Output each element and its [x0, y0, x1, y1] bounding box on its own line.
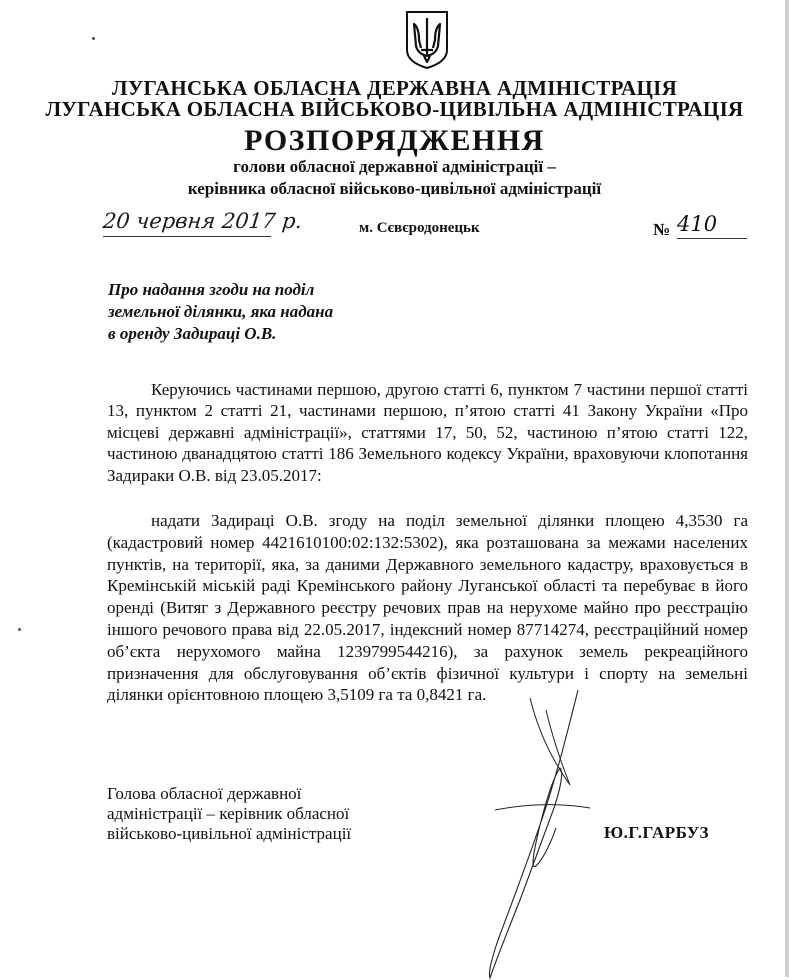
document-number: 410	[677, 212, 718, 236]
body-paragraph-preamble: Керуючись частинами першою, другою статті 6, пунктом 7 частини першої статті 13, пунктом 2 статті 21, частинами першою, п’ятою статті 41 Закону України «Про місцеві державні адміністрації», статтями 17, 50, 52, частиною п’ятою статті 122, частиною дванадцятою статті 186 Земельного кодексу України, враховуючи клопотання Задираки О.В. від 23.05.2017:	[107, 380, 748, 485]
signer-name: Ю.Г.ГАРБУЗ	[604, 823, 710, 842]
document-number-label: №	[653, 220, 671, 239]
body-paragraph-decision: надати Задираці О.В. згоду на поділ земельної ділянки площею 4,3530 га (кадастровий номер 4421610100:02:132:5302), яка розташована за межами населених пунктів, на території, яка, за даними Державного земельного кадастру, враховується в Кремінській міській раді Кремінського району Луганської області та перебуває в його оренді (Витяг з Державного реєстру речових прав на нерухоме майно про реєстрацію іншого речового права від 22.05.2017, індексний номер 87714274, реєстраційний номер об’єкта нерухомого майна 1239799544216), за рахунок земель рекреаційного призначення для обслуговування об’єктів фізичної культури і спорту на земельні ділянки орієнтовною площею 3,5109 га та 0,8421 га.	[107, 511, 748, 705]
document-subtitle-2: керівника обласної військово-цивільної адміністрації	[187, 179, 602, 198]
subject-line-2: земельної ділянки, яка надана	[108, 302, 334, 321]
position-line-2: адміністрації – керівник обласної	[107, 804, 350, 823]
scan-speck	[92, 37, 95, 40]
document-city: м. Сєвєродонецьк	[359, 220, 480, 236]
number-underline	[677, 238, 747, 239]
signatory-position	[107, 784, 351, 844]
subject-line-1: Про надання згоди на поділ	[108, 280, 315, 299]
position-line-1: Голова обласної державної	[107, 784, 302, 803]
document-subtitle-1: голови обласної державної адміністрації –	[233, 157, 556, 176]
document-type-title: РОЗПОРЯДЖЕННЯ	[244, 124, 545, 157]
position-line-3: військово-цивільної адміністрації	[107, 824, 352, 843]
document-date: 20 червня 2017 р.	[101, 209, 304, 233]
subject-line-3: в оренду Задираці О.В.	[108, 324, 277, 343]
organization-name-2: ЛУГАНСЬКА ОБЛАСНА ВІЙСЬКОВО-ЦИВІЛЬНА АДМІНІСТРАЦІЯ	[45, 97, 744, 121]
document-subject	[108, 279, 408, 345]
trident-coat-of-arms-icon	[404, 10, 450, 70]
organization-name-1: ЛУГАНСЬКА ОБЛАСНА ДЕРЖАВНА АДМІНІСТРАЦІЯ	[111, 76, 678, 100]
handwritten-signature	[460, 690, 610, 980]
scan-speck	[18, 628, 21, 631]
date-underline	[103, 236, 271, 237]
